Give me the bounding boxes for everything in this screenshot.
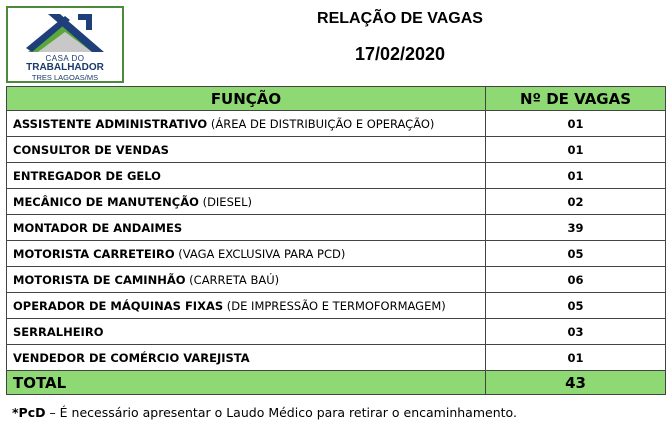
job-function	[7, 163, 486, 189]
job-name: MECÂNICO DE MANUTENÇÃO	[13, 194, 199, 209]
total-value: 43	[486, 371, 666, 395]
job-function	[7, 189, 486, 215]
job-name: ASSISTENTE ADMINISTRATIVO	[13, 116, 208, 131]
job-detail: (DIESEL)	[198, 194, 253, 209]
total-label: TOTAL	[7, 371, 486, 395]
job-vacancies: 01	[486, 163, 666, 189]
job-vacancies: 05	[486, 293, 666, 319]
job-vacancies: 39	[486, 215, 666, 241]
casa-do-trabalhador-logo	[6, 6, 124, 83]
job-function	[7, 137, 486, 163]
table-row	[7, 241, 666, 267]
job-function	[7, 111, 486, 137]
footnote-text: – É necessário apresentar o Laudo Médico para retirar o encaminhamento.	[45, 405, 517, 420]
logo-line-3: TRES LAGOAS/MS	[31, 73, 99, 82]
page-date: 17/02/2020	[354, 44, 446, 64]
job-name: MOTORISTA CARRETEIRO	[13, 246, 175, 261]
job-name: MONTADOR DE ANDAIMES	[13, 220, 183, 235]
job-name: ENTREGADOR DE GELO	[13, 168, 161, 183]
job-vacancies: 01	[486, 345, 666, 371]
footnote-prefix: *PcD	[12, 405, 46, 420]
job-function	[7, 241, 486, 267]
logo-line-2: TRABALHADOR	[26, 62, 104, 73]
job-function	[7, 267, 486, 293]
job-function	[7, 293, 486, 319]
table-row	[7, 189, 666, 215]
column-header-vacancies: Nº DE VAGAS	[486, 87, 666, 111]
job-vacancies: 02	[486, 189, 666, 215]
logo-line-1: CASA DO	[45, 54, 85, 63]
job-vacancies: 05	[486, 241, 666, 267]
job-vacancies: 01	[486, 137, 666, 163]
table-row	[7, 267, 666, 293]
job-vacancies: 06	[486, 267, 666, 293]
table-row	[7, 111, 666, 137]
table-row	[7, 319, 666, 345]
job-detail: (VAGA EXCLUSIVA PARA PCD)	[174, 246, 346, 261]
table-row	[7, 215, 666, 241]
table-body	[7, 111, 666, 371]
job-name: VENDEDOR DE COMÉRCIO VAREJISTA	[13, 350, 250, 365]
column-header-function: FUNÇÃO	[7, 87, 486, 111]
house-logo-icon	[8, 8, 122, 56]
table-row	[7, 293, 666, 319]
vacancies-table	[6, 86, 666, 395]
job-name: CONSULTOR DE VENDAS	[13, 142, 169, 157]
job-name: SERRALHEIRO	[13, 324, 104, 339]
table-row	[7, 345, 666, 371]
job-function	[7, 345, 486, 371]
job-vacancies: 01	[486, 111, 666, 137]
job-detail: (DE IMPRESSÃO E TERMOFORMAGEM)	[223, 298, 446, 313]
footnote	[12, 405, 517, 420]
table-row	[7, 163, 666, 189]
job-vacancies: 03	[486, 319, 666, 345]
job-detail: (ÁREA DE DISTRIBUIÇÃO E OPERAÇÃO)	[207, 116, 435, 131]
job-name: OPERADOR DE MÁQUINAS FIXAS	[13, 298, 224, 313]
job-detail: (CARRETA BAÚ)	[185, 272, 280, 287]
job-function	[7, 319, 486, 345]
table-row	[7, 137, 666, 163]
job-name: MOTORISTA DE CAMINHÃO	[13, 272, 186, 287]
job-function	[7, 215, 486, 241]
table-header-row	[7, 87, 666, 111]
total-row	[7, 371, 666, 395]
page-title: RELAÇÃO DE VAGAS	[317, 10, 483, 27]
